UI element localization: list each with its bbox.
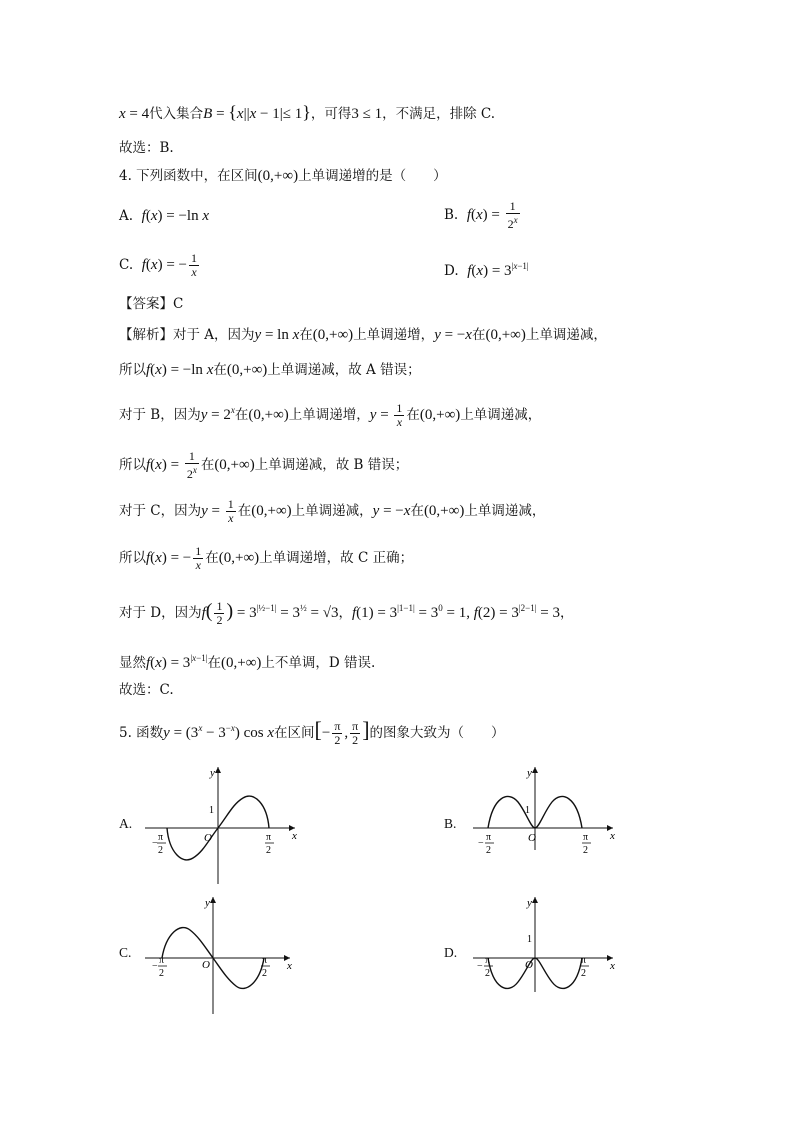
neg-pi: π — [158, 832, 164, 843]
x-label: x — [287, 960, 292, 972]
pos-two: 2 — [583, 845, 588, 856]
graph-c[interactable] — [140, 892, 300, 1021]
neg-pi: π — [485, 955, 491, 966]
neg-sign: − — [152, 961, 158, 972]
neg-sign: − — [152, 838, 158, 849]
analysis-line-1: 【解析】对于 A，因为y = ln x在(0,+∞)上单调递增，y = −x在(0,+∞)上单调递减， — [119, 327, 607, 343]
option-b: B. f(x) = $\frac{1}{2^x}$ — [444, 199, 518, 231]
question-4: 4. 下列函数中，在区间(0,+∞)上单调递增的是（ ） — [119, 168, 447, 184]
question-5: 5. 函数$y = (3^x - 3^{-x})$ cos x在区间[− $\frac{\pi}{2}$ , $\frac{\pi}{2}$ ]的图象大致为（ ） — [119, 717, 505, 747]
analysis-line-9: 故选：C. — [119, 682, 174, 698]
tick-one-label: 1 — [527, 934, 532, 945]
origin-label: O — [528, 832, 536, 844]
analysis-line-3: 对于 B，因为$y = 2^x$在(0,+∞)上单调递增，y = $\frac{1}{x}$ 在(0,+∞)上单调递减， — [119, 401, 542, 429]
pos-pi: π — [581, 955, 587, 966]
pos-pi: π — [583, 832, 589, 843]
x-label: x — [292, 830, 297, 842]
y-label: y — [527, 897, 532, 909]
origin-label: O — [202, 959, 210, 971]
neg-two: 2 — [159, 968, 164, 979]
pos-pi: π — [266, 832, 272, 843]
analysis-line-4: 所以f(x) = $\frac{1}{2^x}$ 在(0,+∞)上单调递减，故 B 错误； — [119, 449, 409, 481]
y-label: y — [210, 767, 215, 779]
pos-two: 2 — [266, 845, 271, 856]
y-label: y — [527, 767, 532, 779]
option-d: D. $f(x) = 3^{|x-1|}$ — [444, 261, 529, 279]
graph-c-label: C. — [119, 945, 132, 960]
answer-label: 【答案】C — [119, 296, 184, 312]
text-line-1: x = 4代入集合B = {x||x − 1|≤ 1}，可得3 ≤ 1，不满足，排除 C. — [119, 102, 496, 122]
neg-two: 2 — [486, 845, 491, 856]
option-a: A. f(x) = −ln x — [119, 208, 209, 224]
analysis-line-6: 所以f(x) = − $\frac{1}{x}$ 在(0,+∞)上单调递增，故 C 正确； — [119, 544, 414, 572]
origin-label: O — [204, 832, 212, 844]
x-label: x — [610, 960, 615, 972]
tick-one-label: 1 — [525, 805, 530, 816]
neg-pi: π — [159, 955, 165, 966]
graph-d-label: D. — [444, 945, 458, 960]
tick-one-label: 1 — [209, 805, 214, 816]
pos-pi: π — [262, 955, 268, 966]
graph-b-label: B. — [444, 816, 457, 831]
x-label: x — [610, 830, 615, 842]
analysis-line-2: 所以f(x) = −ln x在(0,+∞)上单调递减，故 A 错误； — [119, 362, 421, 378]
y-label: y — [205, 897, 210, 909]
neg-pi: π — [486, 832, 492, 843]
graph-b[interactable] — [463, 762, 623, 861]
graph-a-label: A. — [119, 816, 133, 831]
pos-two: 2 — [262, 968, 267, 979]
neg-two: 2 — [485, 968, 490, 979]
analysis-line-8: 显然$f(x) = 3^{|x-1|}$在(0,+∞)上不单调，D 错误. — [119, 653, 376, 671]
analysis-line-7: 对于 D，因为f( $\frac{1}{2}$ ) = $3^{|\frac{1}{2}-1|} = 3^{\frac{1}{2}} = √3$，$f(1) = 3^{|1-1|} = 3^0 = 1$, $f(2) = 3^{|2-1|} = 3$， — [119, 599, 574, 627]
neg-sign: − — [477, 961, 483, 972]
neg-sign: − — [478, 838, 484, 849]
pos-two: 2 — [581, 968, 586, 979]
neg-two: 2 — [158, 845, 163, 856]
graph-a[interactable] — [140, 762, 310, 891]
option-c: C. f(x) = − $\frac{1}{x}$ — [119, 251, 197, 279]
origin-label: O — [525, 959, 533, 971]
text-line-2: 故选：B. — [119, 140, 174, 156]
analysis-line-5: 对于 C，因为y = $\frac{1}{x}$ 在(0,+∞)上单调递减，y = −x在(0,+∞)上单调递减， — [119, 497, 546, 525]
graph-d[interactable] — [463, 892, 623, 1001]
